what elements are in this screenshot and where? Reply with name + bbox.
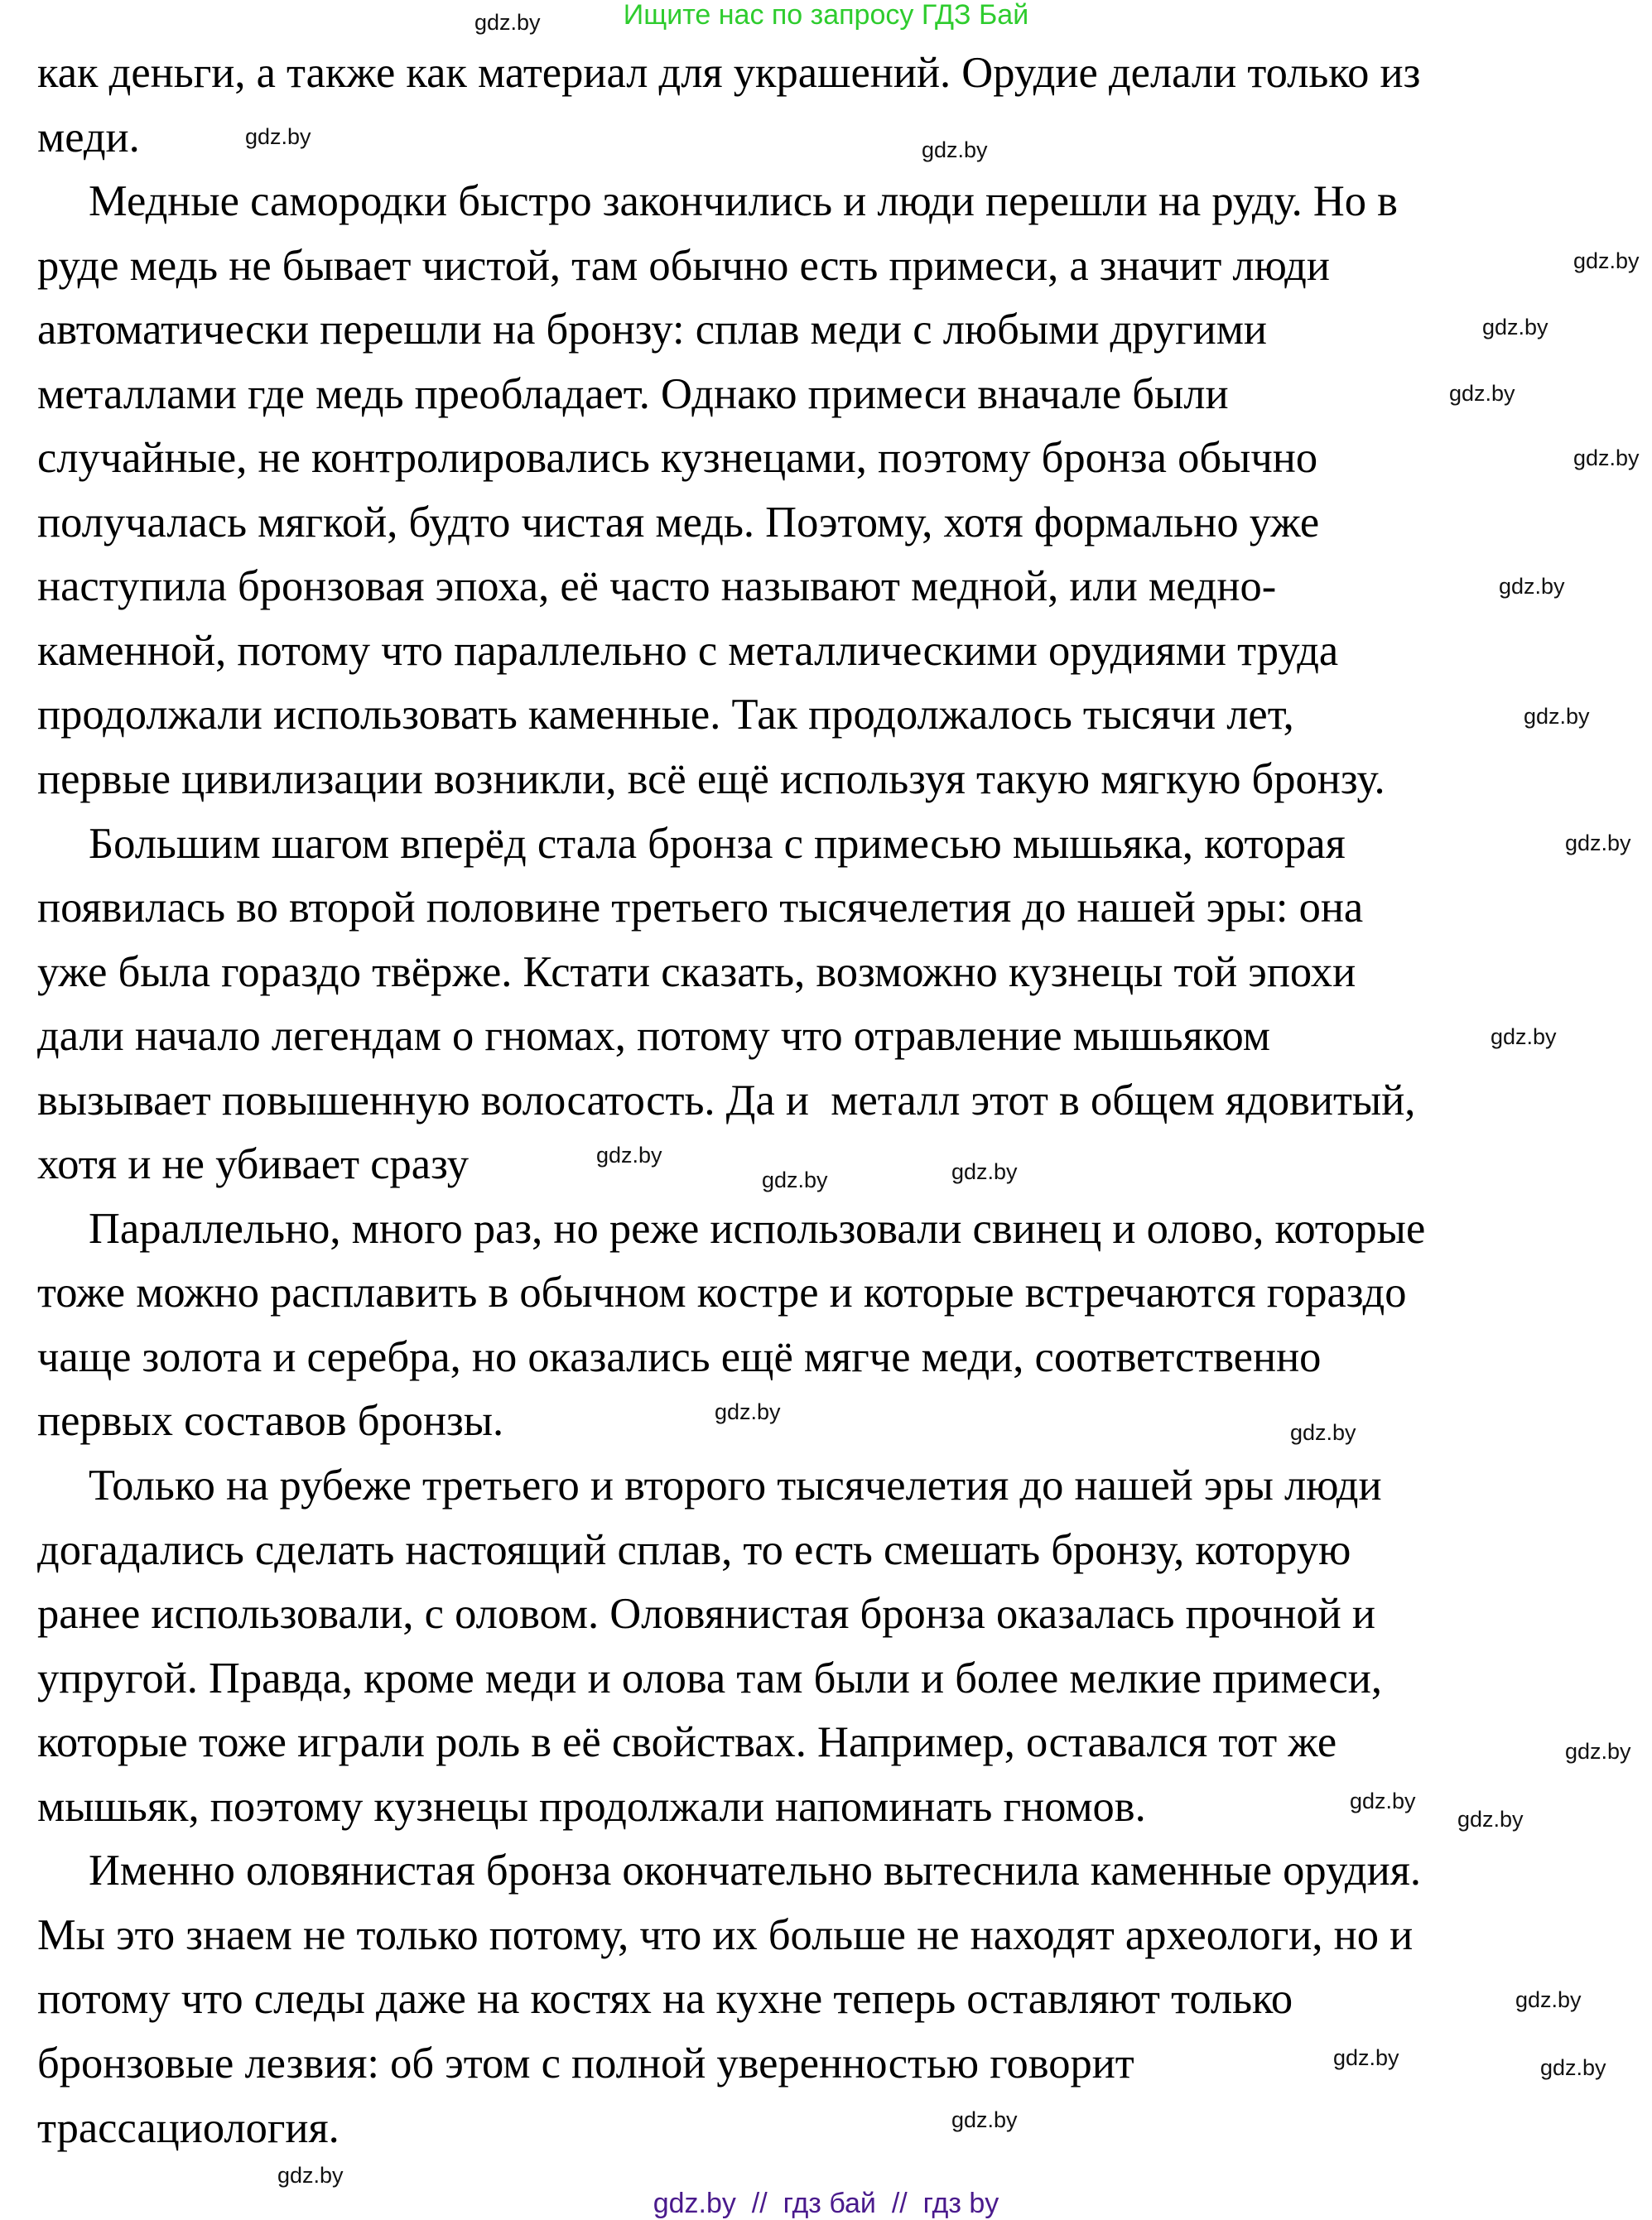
watermark: gdz.by <box>1457 1807 1524 1832</box>
text-line: уже была гораздо твёрже. Кстати сказать, возможно кузнецы той эпохи <box>37 947 1356 996</box>
watermark: gdz.by <box>1573 445 1640 470</box>
text-line: первые цивилизации возникли, всё ещё используя такую мягкую бронзу. <box>37 755 1385 804</box>
text-line: Именно оловянистая бронза окончательно вытеснила каменные орудия. <box>89 1847 1422 1895</box>
watermark: gdz.by <box>245 124 311 149</box>
text-line: случайные, не контролировались кузнецами, поэтому бронза обычно <box>37 434 1318 483</box>
text-line: получалась мягкой, будто чистая медь. Поэтому, хотя формально уже <box>37 498 1320 547</box>
text-line: каменной, потому что параллельно с металлическими орудиями труда <box>37 626 1339 675</box>
watermark: gdz.by <box>1524 704 1590 729</box>
watermark: gdz.by <box>1565 831 1631 855</box>
watermark: gdz.by <box>715 1399 781 1424</box>
watermark: gdz.by <box>596 1143 662 1168</box>
text-line: первых составов бронзы. <box>37 1397 504 1446</box>
watermark: gdz.by <box>1449 381 1515 406</box>
watermark: gdz.by <box>1515 1987 1582 2012</box>
watermark: gdz.by <box>951 2107 1018 2132</box>
text-line: появилась во второй половине третьего тысячелетия до нашей эры: она <box>37 884 1364 932</box>
watermark: gdz.by <box>1540 2055 1606 2080</box>
watermark: gdz.by <box>277 2163 344 2188</box>
text-line: металлами где медь преобладает. Однако примеси вначале были <box>37 369 1229 418</box>
paragraph <box>37 1839 1627 2160</box>
paragraph <box>37 41 1627 170</box>
watermark: gdz.by <box>1491 1024 1557 1049</box>
watermark: gdz.by <box>762 1168 828 1192</box>
text-line: продолжали использовать каменные. Так продолжалось тысячи лет, <box>37 691 1294 739</box>
text-line: мышьяк, поэтому кузнецы продолжали напоминать гномов. <box>37 1782 1146 1831</box>
watermark: gdz.by <box>1290 1420 1356 1445</box>
site-footer: gdz.by // гдз бай // гдз by <box>653 2188 999 2219</box>
text-line: хотя и не убивает сразу <box>37 1140 469 1189</box>
watermark: gdz.by <box>474 10 541 35</box>
promo-header: Ищите нас по запросу ГДЗ Бай <box>623 0 1029 31</box>
paragraph <box>37 1197 1627 1454</box>
text-line: Большим шагом вперёд стала бронза с примесью мышьяка, которая <box>89 819 1346 868</box>
text-line: наступила бронзовая эпоха, её часто называют медной, или медно- <box>37 562 1277 611</box>
text-line: как деньги, а также как материал для украшений. Орудие делали только из <box>37 49 1421 97</box>
text-line: Медные самородки быстро закончились и люди перешли на руду. Но в <box>89 177 1398 226</box>
text-line: бронзовые лезвия: об этом с полной уверенностью говорит <box>37 2039 1134 2088</box>
text-line: вызывает повышенную волосатость. Да и металл этот в общем ядовитый, <box>37 1076 1416 1124</box>
watermark: gdz.by <box>951 1159 1018 1184</box>
paragraph <box>37 812 1627 1197</box>
text-line: трассациология. <box>37 2103 340 2152</box>
text-line: Мы это знаем не только потому, что их больше не находят археологи, но и <box>37 1910 1414 1959</box>
watermark: gdz.by <box>1499 574 1565 599</box>
watermark: gdz.by <box>1482 315 1548 340</box>
text-line: автоматически перешли на бронзу: сплав меди с любыми другими <box>37 306 1268 354</box>
paragraph <box>37 170 1627 811</box>
text-line: чаще золота и серебра, но оказались ещё мягче меди, соответственно <box>37 1332 1322 1381</box>
text-line: ранее использовали, с оловом. Оловянистая бронза оказалась прочной и <box>37 1590 1375 1639</box>
paragraph <box>37 1454 1627 1839</box>
text-line: потому что следы даже на костях на кухне теперь оставляют только <box>37 1975 1293 2024</box>
text-line: догадались сделать настоящий сплав, то есть смешать бронзу, которую <box>37 1525 1351 1574</box>
text-line: которые тоже играли роль в её свойствах. Например, оставался тот же <box>37 1718 1337 1767</box>
text-line: Параллельно, много раз, но реже использовали свинец и олово, которые <box>89 1204 1426 1253</box>
document-body <box>37 41 1627 2160</box>
watermark: gdz.by <box>1573 248 1640 273</box>
watermark: gdz.by <box>1565 1739 1631 1764</box>
text-line: руде медь не бывает чистой, там обычно есть примеси, а значит люди <box>37 241 1330 290</box>
watermark: gdz.by <box>1350 1789 1416 1813</box>
text-line: упругой. Правда, кроме меди и олова там были и более мелкие примеси, <box>37 1654 1382 1702</box>
watermark: gdz.by <box>922 137 988 162</box>
text-line: меди. <box>37 113 140 161</box>
watermark: gdz.by <box>1333 2045 1399 2070</box>
text-line: тоже можно расплавить в обычном костре и которые встречаются гораздо <box>37 1269 1407 1317</box>
text-line: дали начало легендам о гномах, потому что отравление мышьяком <box>37 1012 1270 1061</box>
text-line: Только на рубеже третьего и второго тысячелетия до нашей эры люди <box>89 1462 1382 1510</box>
